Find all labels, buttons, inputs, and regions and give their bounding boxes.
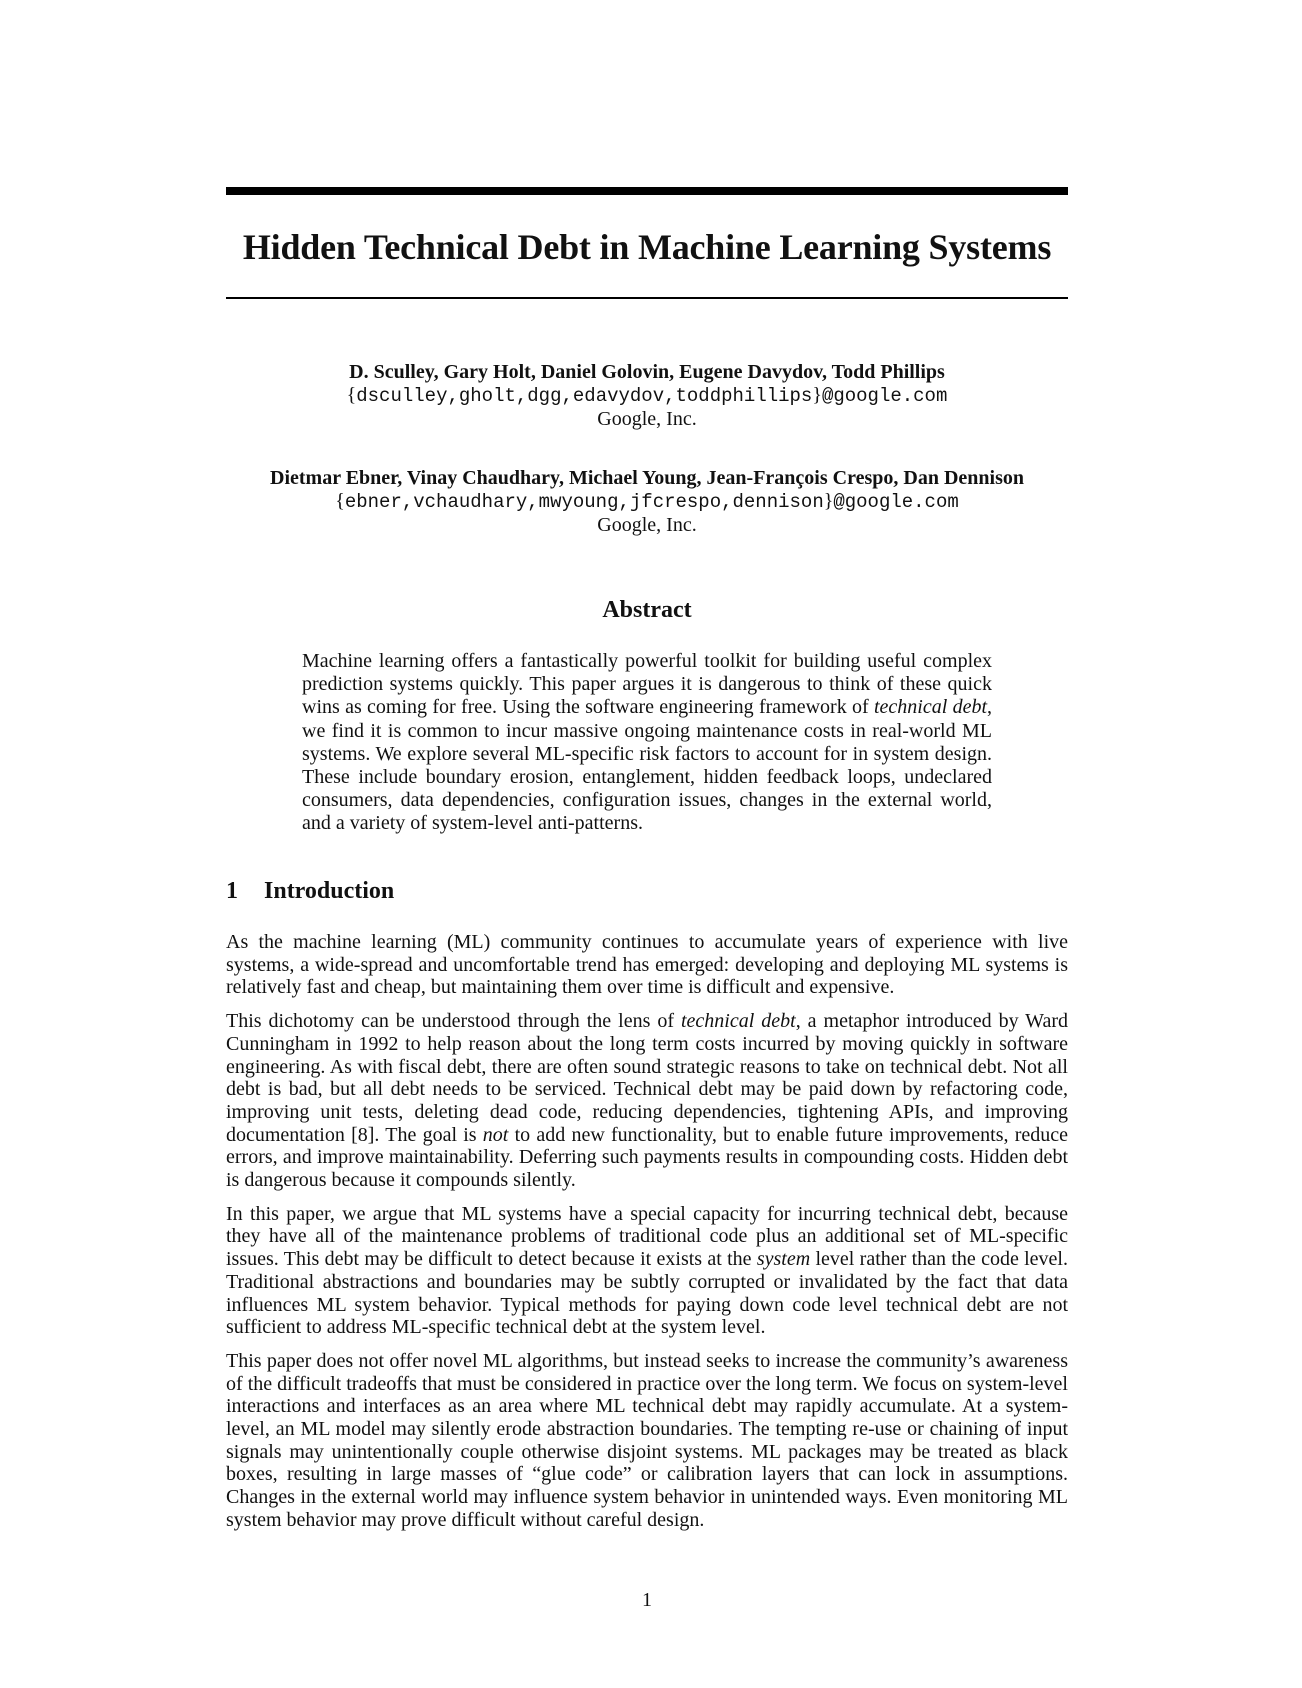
paragraph-emphasis: not: [482, 1123, 509, 1146]
abstract-text: [302, 650, 992, 836]
section-heading: [226, 877, 394, 905]
email-usernames: dsculley,gholt,dgg,edavydov,toddphillips: [356, 385, 813, 407]
section-number: 1: [226, 878, 238, 904]
author-emails: [200, 490, 1094, 514]
paper-title: Hidden Technical Debt in Machine Learning Systems: [242, 227, 1052, 267]
email-brace-close: }: [812, 384, 822, 406]
email-domain: @google.com: [833, 491, 959, 513]
email-brace-open: {: [346, 384, 357, 406]
author-affiliation: Google, Inc.: [597, 408, 697, 430]
email-usernames: ebner,vchaudhary,mwyoung,jfcrespo,dennison: [344, 491, 824, 513]
paragraph-text-part: , a metaphor introduced by Ward Cunningham in 1992 to help reason about the long term costs incurred by moving quickly in software engineering. As with fiscal debt, there are often sound strategic reasons to take on technical debt. Not all debt is bad, but all debt needs to be serviced. Technical debt may be paid down by refactoring code, improving unit tests, deleting dead code, reducing dependencies, tightening APIs, and improving documentation [8]. The goal is: [226, 1010, 1068, 1146]
email-brace-close: }: [823, 490, 834, 512]
abstract-emphasis: technical debt: [873, 696, 987, 719]
abstract-text-part: , we find it is common to incur massive ongoing maintenance costs in real-world ML systems. We explore several ML-specific risk factors to account for in system design. These include boundary erosion, entanglement, hidden feedback loops, undeclared consumers, data dependencies, configuration issues, changes in the external world, and a variety of system-level anti-patterns.: [302, 696, 992, 835]
paragraph: As the machine learning (ML) community continues to accumulate years of experience with live systems, a wide-spread and uncomfortable trend has emerged: developing and deploying ML systems is relatively fast and cheap, but maintaining them over time is difficult and expensive.: [226, 931, 1068, 999]
paragraph-emphasis: technical debt: [680, 1010, 796, 1033]
paragraph-text-part: level rather than the code level. Traditional abstractions and boundaries may be subtly corrupted or invalidated by the fact that data influences ML system behavior. Typical methods for paying down code level technical debt are not sufficient to address ML-specific technical debt at the system level.: [226, 1248, 1068, 1339]
paragraph-text-part: This dichotomy can be understood through the lens of: [226, 1010, 681, 1033]
author-group-1: [200, 361, 1094, 431]
title-top-rule: [226, 187, 1068, 195]
author-group-2: [200, 467, 1094, 537]
email-brace-open: {: [335, 490, 345, 512]
title-bottom-rule: [226, 297, 1068, 299]
page-number: 1: [642, 1589, 652, 1611]
paragraph-emphasis: system: [756, 1248, 811, 1271]
paragraph: This paper does not offer novel ML algorithms, but instead seeks to increase the community’s awareness of the difficult tradeoffs that must be considered in practice over the long term. We focus on system-level interactions and interfaces as an area where ML technical debt may rapidly accumulate. At a system-level, an ML model may silently erode abstraction boundaries. The tempting re-use or chaining of input signals may unintentionally couple otherwise disjoint systems. ML packages may be treated as black boxes, resulting in large masses of “glue code” or calibration layers that can lock in assumptions. Changes in the external world may influence system behavior in unintended ways. Even monitoring ML system behavior may prove difficult without careful design.: [226, 1349, 1068, 1531]
email-domain: @google.com: [821, 385, 948, 407]
author-names: Dietmar Ebner, Vinay Chaudhary, Michael Young, Jean-François Crespo, Dan Dennison: [270, 467, 1024, 489]
paragraph-text-part: to add new functionality, but to enable future improvements, reduce errors, and improve maintainability. Deferring such payments results in compounding costs. Hidden debt is dangerous because it compounds silently.: [226, 1123, 1069, 1192]
paragraph-text-part: In this paper, we argue that ML systems have a special capacity for incurring technical debt, because they have all of the maintenance problems of traditional code plus an additional set of ML-specific issues. This debt may be difficult to detect because it exists at the: [226, 1202, 1068, 1271]
author-names: D. Sculley, Gary Holt, Daniel Golovin, Eugene Davydov, Todd Phillips: [349, 361, 945, 383]
paragraph: [226, 1203, 1068, 1339]
abstract-heading: Abstract: [602, 597, 692, 623]
author-emails: [200, 384, 1094, 408]
section-title: Introduction: [264, 878, 395, 904]
abstract-text-part: Machine learning offers a fantastically powerful toolkit for building useful complex prediction systems quickly. This paper argues it is dangerous to think of these quick wins as coming for free. Using the software engineering framework of: [302, 650, 992, 719]
introduction-body: [226, 931, 1068, 1543]
author-affiliation: Google, Inc.: [597, 514, 697, 536]
paragraph: [226, 1010, 1068, 1192]
